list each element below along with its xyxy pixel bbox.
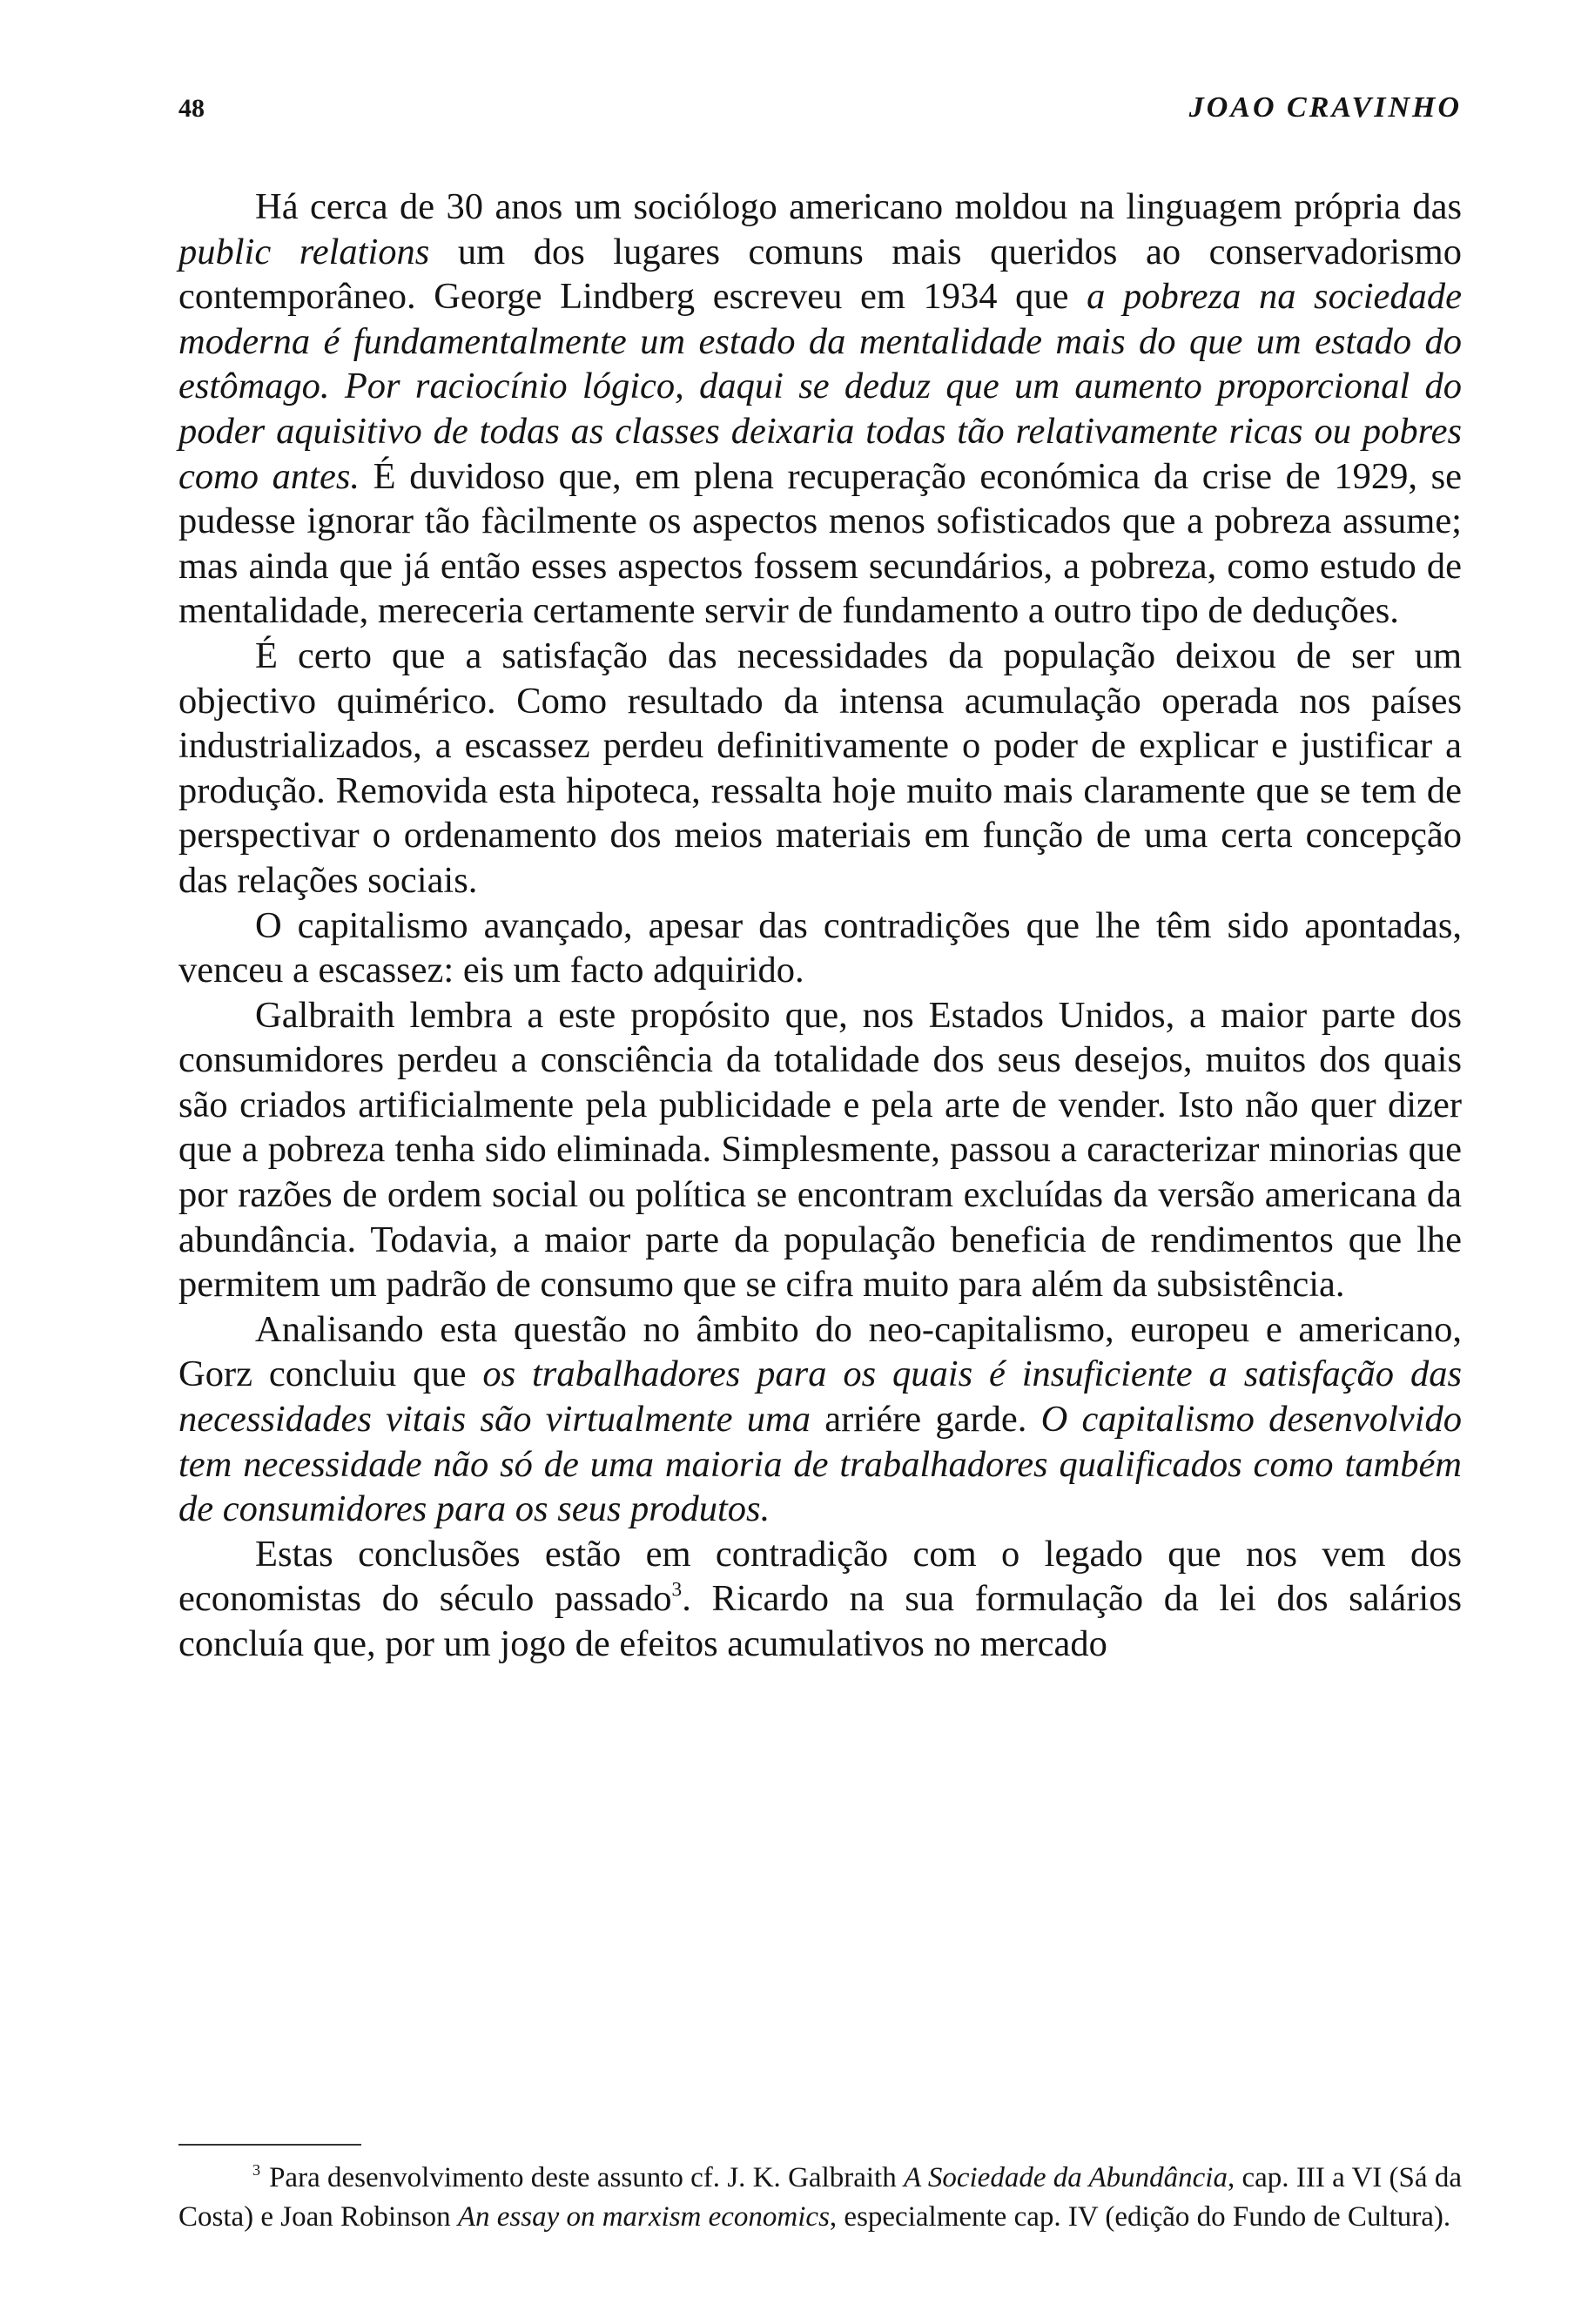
- footnote-rule: [178, 2144, 361, 2146]
- p6-text-b: . Ricardo na sua formulação da lei dos salários concluía que, por um jogo de efeitos acumulativos no mercado: [178, 1578, 1462, 1664]
- footnote-marker: 3: [252, 2161, 261, 2180]
- paragraph-2: É certo que a satisfação das necessidades da população deixou de ser um objectivo quimérico. Como resultado da intensa acumulação operada nos países industrializados, a escassez perdeu definitivamente o poder de explicar e justificar a produção. Removida esta hipoteca, ressalta hoje muito mais claramente que se tem de perspectivar o ordenamento dos meios materiais em função de uma certa concepção das relações sociais.: [178, 635, 1462, 901]
- footnote-text-e: , especialmente cap. IV (edição do Fundo de Cultura).: [829, 2201, 1451, 2233]
- body-text: [178, 185, 1462, 1667]
- paragraph-6: [178, 1532, 1462, 1667]
- running-head: JOAO CRAVINHO: [1188, 91, 1462, 124]
- paragraph-3: O capitalismo avançado, apesar das contradições que lhe têm sido apontadas, venceu a escassez: eis um facto adquirido.: [178, 904, 1462, 991]
- footnote-text-a: Para desenvolvimento deste assunto cf. J. K. Galbraith: [269, 2162, 905, 2193]
- paragraph-5: [178, 1307, 1462, 1532]
- p1-text-e: É duvidoso que, em plena recuperação económica da crise de 1929, se pudesse ignorar tão fàcilmente os aspectos menos sofisticados que a pobreza assume; mas ainda que já então esses aspectos fossem secundários, a pobreza, como estudo de mentalidade, mereceria certamente servir de fundamento a outro tipo de deduções.: [178, 455, 1462, 632]
- p5-italic-quote-1: os trabalhadores para os quais é insuficiente a satisfação das necessidades vitais são virtualmente uma: [178, 1353, 1462, 1441]
- p1-italic-quote: a pobreza na sociedade moderna é fundamentalmente um estado da mentalidade mais do que um estado do estômago. Por raciocínio lógico, daqui se deduz que um aumento proporcional do poder aquisitivo de todas as classes deixaria todas tão relativamente ricas ou pobres como antes.: [178, 276, 1462, 497]
- footnote-reference: 3: [671, 1579, 683, 1602]
- p1-italic-public-relations: public relations: [178, 231, 430, 272]
- p1-text-c: um dos lugares comuns mais queridos ao conservadorismo contemporâneo. George Lindberg escreveu em 1934 que: [178, 231, 1462, 318]
- p5-text-c: arriére garde.: [810, 1399, 1041, 1441]
- paragraph-1: [178, 185, 1462, 634]
- footnote-italic-title-2: An essay on marxism economics: [457, 2201, 830, 2233]
- footnotes: [178, 2159, 1462, 2237]
- page-number: 48: [178, 94, 205, 123]
- page-header: [178, 91, 1462, 135]
- p1-text-a: Há cerca de 30 anos um sociólogo americano moldou na linguagem própria das: [255, 186, 1462, 227]
- footnote-text-c: , cap. III a VI (Sá da Costa) e Joan Robinson: [178, 2162, 1462, 2233]
- p5-italic-quote-2: O capitalismo desenvolvido tem necessidade não só de uma maioria de trabalhadores qualificados como também de consumidores para os seus produtos.: [178, 1399, 1462, 1530]
- footnote-italic-title-1: A Sociedade da Abundância: [904, 2162, 1228, 2193]
- paragraph-4: Galbraith lembra a este propósito que, nos Estados Unidos, a maior parte dos consumidores perdeu a consciência da totalidade dos seus desejos, muitos dos quais são criados artificialmente pela publicidade e pela arte de vender. Isto não quer dizer que a pobreza tenha sido eliminada. Simplesmente, passou a caracterizar minorias que por razões de ordem social ou política se encontram excluídas da versão americana da abundância. Todavia, a maior parte da população beneficia de rendimentos que lhe permitem um padrão de consumo que se cifra muito para além da subsistência.: [178, 994, 1462, 1306]
- footnote-3: [178, 2159, 1462, 2237]
- p6-text-a: Estas conclusões estão em contradição com o legado que nos vem dos economistas do século passado: [178, 1533, 1462, 1620]
- p5-text-a: Analisando esta questão no âmbito do neo-capitalismo, europeu e americano, Gorz concluiu que: [178, 1308, 1462, 1395]
